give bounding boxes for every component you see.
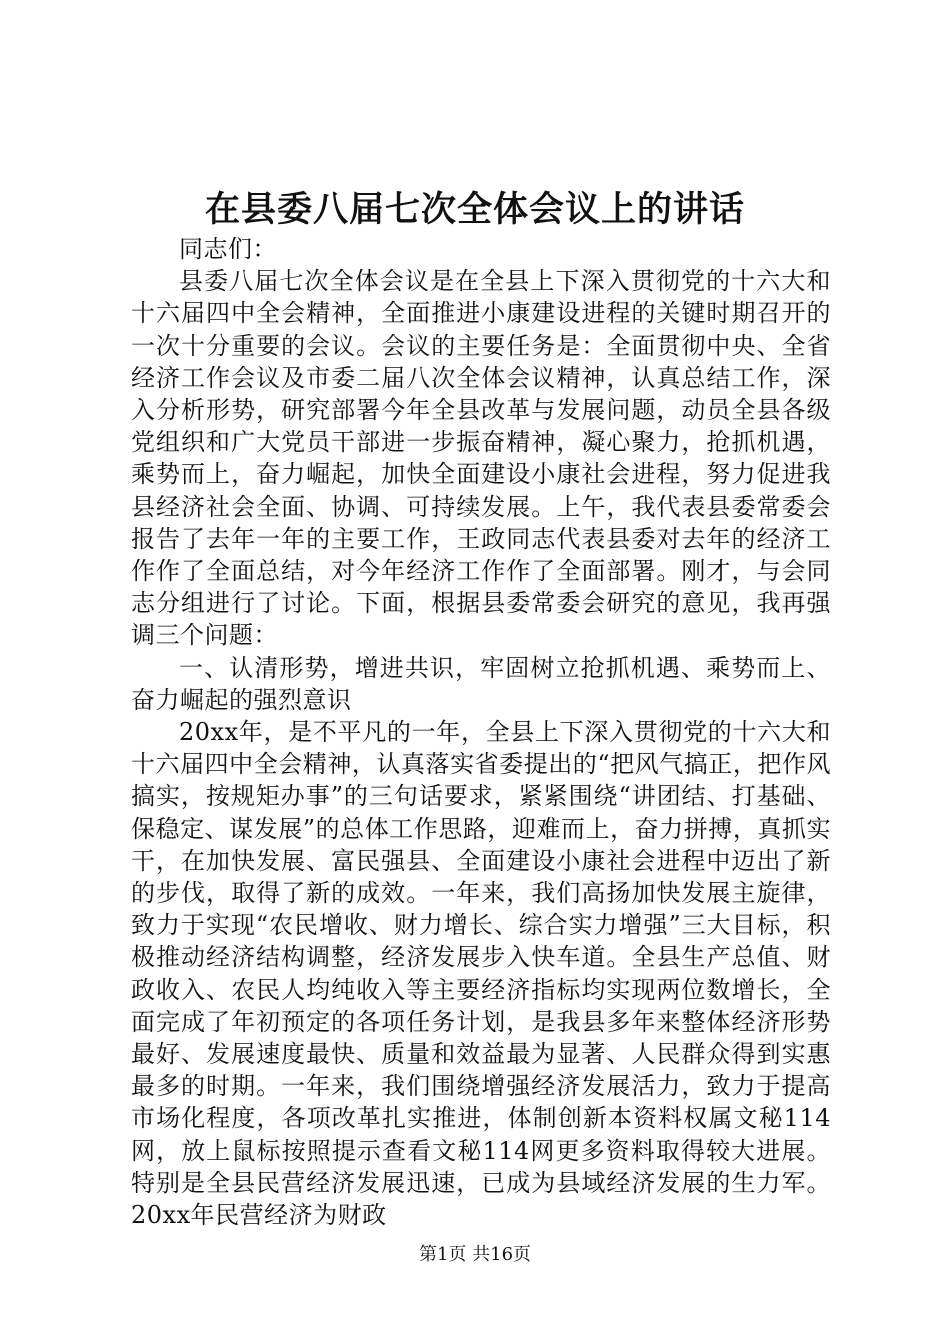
paragraph-2: 20xx年，是不平凡的一年，全县上下深入贯彻党的十六大和十六届四中全会精神，认真落实省委提出的“把风气搞正，把作风搞实，按规矩办事”的三句话要求，紧紧围绕“讲团结、打基础、保稳定、谋发展”的总体工作思路，迎难而上，奋力拼搏，真抓实干，在加快发展、富民强县、全面建设小康社会进程中迈出了新的步伐，取得了新的成效。一年来，我们高扬加快发展主旋律，致力于实现“农民增收、财力增长、综合实力增强”三大目标，积极推动经济结构调整，经济发展步入快车道。全县生产总值、财政收入、农民人均纯收入等主要经济指标均实现两位数增长，全面完成了年初预定的各项任务计划，是我县多年来整体经济形势最好、发展速度最快、质量和效益最为显著、人民群众得到实惠最多的时期。一年来，我们围绕增强经济发展活力，致力于提高市场化程度，各项改革扎实推进，体制创新本资料权属文秘114网，放上鼠标按照提示查看文秘114网更多资料取得较大进展。特别是全县民营经济发展迅速，已成为县域经济发展的生力军。20xx年民营经济为财政 (131, 718, 831, 1230)
salutation: 同志们： (179, 235, 277, 263)
page-number-footer: 第1页 共16页 (418, 1244, 532, 1265)
document-body (131, 233, 831, 1231)
section-heading-1: 一、认清形势，增进共识，牢固树立抢抓机遇、乘势而上、奋力崛起的强烈意识 (131, 653, 831, 714)
document-title: 在县委八届七次全体会议上的讲话 (204, 189, 745, 230)
paragraph-1: 县委八届七次全体会议是在全县上下深入贯彻党的十六大和十六届四中全会精神，全面推进小康建设进程的关键时期召开的一次十分重要的会议。会议的主要任务是：全面贯彻中央、全省经济工作会议及市委二届八次全体会议精神，认真总结工作，深入分析形势，研究部署今年全县改革与发展问题，动员全县各级党组织和广大党员干部进一步振奋精神，凝心聚力，抢抓机遇，乘势而上，奋力崛起，加快全面建设小康社会进程，努力促进我县经济社会全面、协调、可持续发展。上午，我代表县委常委会报告了去年一年的主要工作，王政同志代表县委对去年的经济工作作了全面总结，对今年经济工作作了全面部署。刚才，与会同志分组进行了讨论。下面，根据县委常委会研究的意见，我再强调三个问题： (131, 267, 831, 650)
